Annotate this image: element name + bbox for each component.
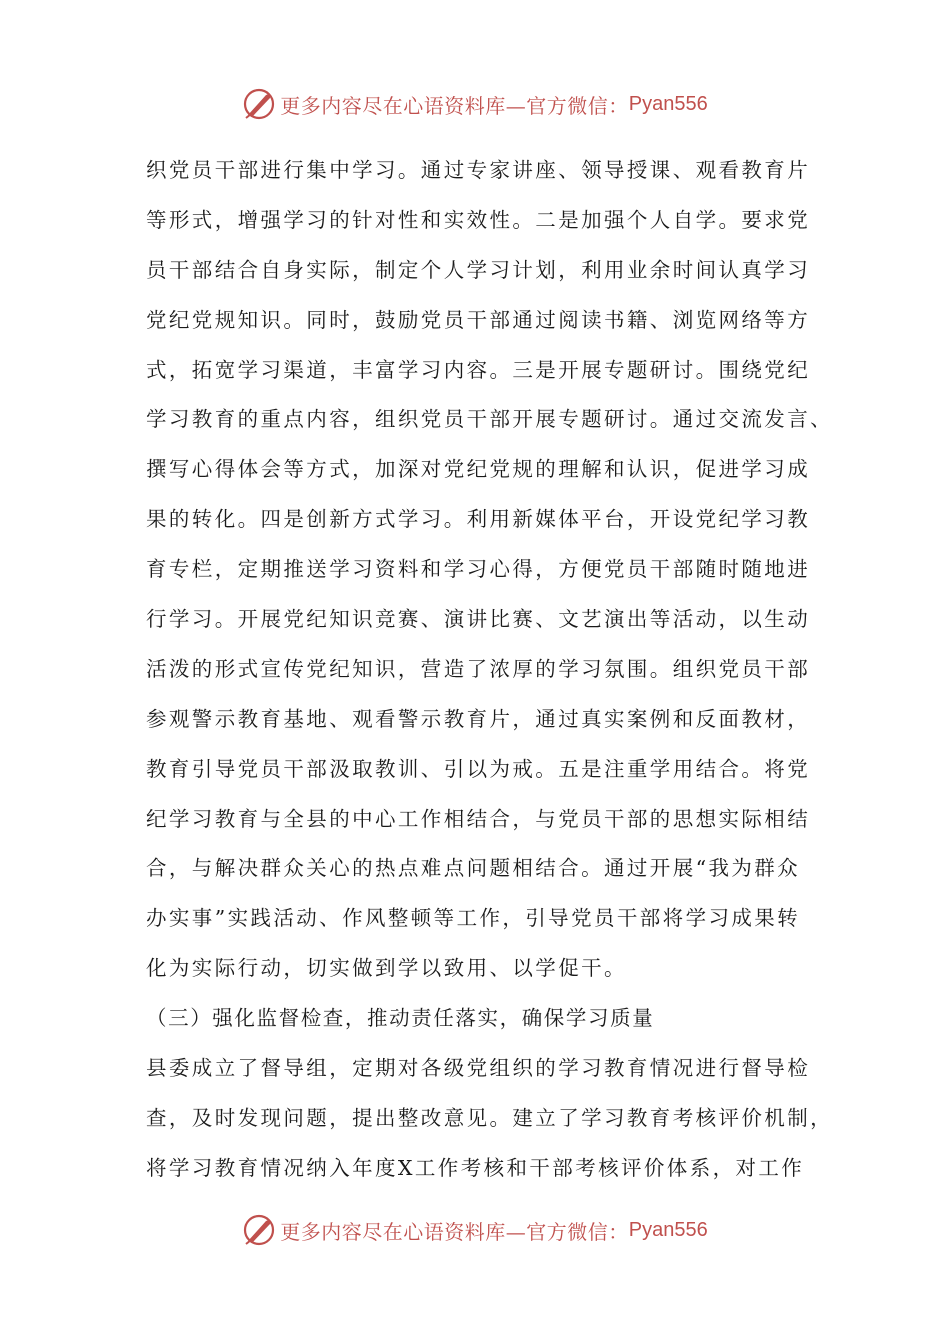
- quill-logo-icon: [242, 87, 276, 121]
- watermark-header: [0, 84, 950, 124]
- body-line: 化为实际行动，切实做到学以致用、以学促干。: [146, 956, 627, 981]
- body-line: 活泼的形式宣传党纪知识，营造了浓厚的学习氛围。组织党员干部: [146, 656, 811, 681]
- document-body: [146, 150, 836, 1198]
- watermark-wechat-id: Pyan556: [628, 1218, 708, 1241]
- body-line: 合，与解决群众关心的热点难点问题相结合。通过开展“我为群众: [146, 856, 801, 881]
- body-line: 员干部结合自身实际，制定个人学习计划，利用业余时间认真学习: [146, 257, 811, 282]
- body-line: 育专栏，定期推送学习资料和学习心得，方便党员干部随时随地进: [146, 557, 811, 582]
- watermark-text: 更多内容尽在心语资料库—官方微信：: [280, 1219, 629, 1244]
- body-line: 党纪党规知识。同时，鼓励党员干部通过阅读书籍、浏览网络等方: [146, 307, 811, 332]
- section-heading: （三）强化监督检查，推动责任落实，确保学习质量: [146, 1006, 655, 1031]
- body-line: 织党员干部进行集中学习。通过专家讲座、领导授课、观看教育片: [146, 158, 811, 182]
- watermark-footer: [0, 1210, 950, 1250]
- body-line: 将学习教育情况纳入年度X工作考核和干部考核评价体系，对工作: [146, 1155, 805, 1180]
- body-line: 教育引导党员干部汲取教训、引以为戒。五是注重学用结合。将党: [146, 756, 811, 781]
- body-line: 查，及时发现问题，提出整改意见。建立了学习教育考核评价机制，: [146, 1105, 833, 1130]
- body-line: 学习教育的重点内容，组织党员干部开展专题研讨。通过交流发言、: [146, 407, 833, 432]
- body-line: 参观警示教育基地、观看警示教育片，通过真实案例和反面教材，: [146, 706, 811, 731]
- watermark-text: 更多内容尽在心语资料库—官方微信：: [280, 93, 629, 118]
- body-line: 办实事”实践活动、作风整顿等工作，引导党员干部将学习成果转: [146, 906, 801, 931]
- body-line: 等形式，增强学习的针对性和实效性。二是加强个人自学。要求党: [146, 207, 811, 232]
- body-line: 行学习。开展党纪知识竞赛、演讲比赛、文艺演出等活动，以生动: [146, 607, 811, 632]
- body-line: 县委成立了督导组，定期对各级党组织的学习教育情况进行督导检: [146, 1056, 811, 1081]
- body-line: 果的转化。四是创新方式学习。利用新媒体平台，开设党纪学习教: [146, 507, 811, 532]
- body-line: 纪学习教育与全县的中心工作相结合，与党员干部的思想实际相结: [146, 806, 811, 831]
- body-line: 撰写心得体会等方式，加深对党纪党规的理解和认识，促进学习成: [146, 457, 811, 482]
- body-line: 式，拓宽学习渠道，丰富学习内容。三是开展专题研讨。围绕党纪: [146, 357, 811, 382]
- quill-logo-icon: [242, 1213, 276, 1247]
- watermark-wechat-id: Pyan556: [628, 92, 708, 115]
